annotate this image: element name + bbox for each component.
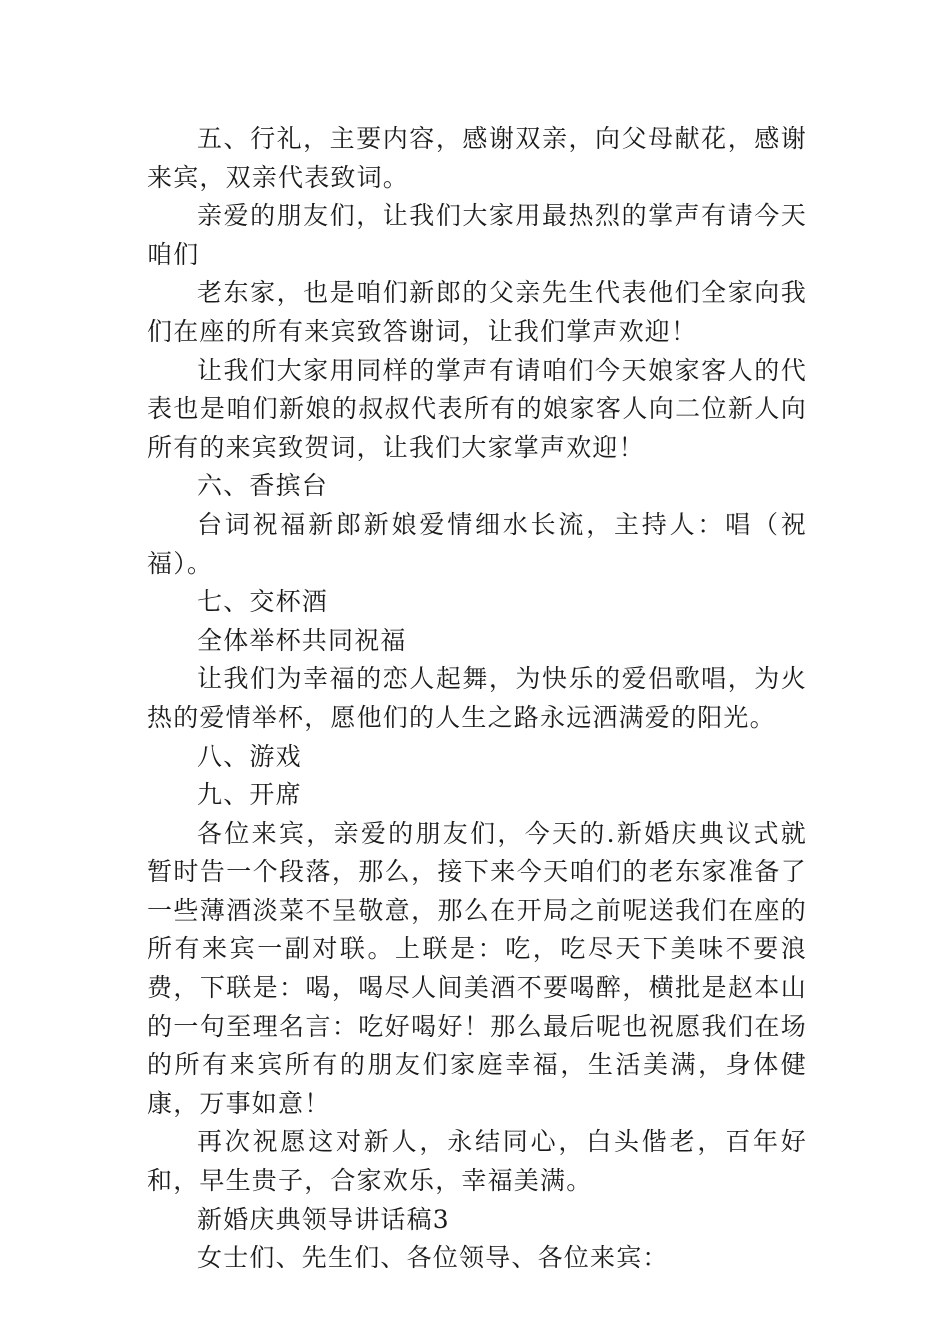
paragraph-banquet-couplet: 各位来宾，亲爱的朋友们，今天的.新婚庆典议式就暂时告一个段落，那么，接下来今天咱们的老东家准备了一些薄酒淡菜不呈敬意，那么在开局之前呢送我们在座的所有来宾一副对联。上联是：吃，吃尽天下美味不要浪费，下联是：喝，喝尽人间美酒不要喝醉，横批是赵本山的一句至理名言：吃好喝好！那么最后呢也祝愿我们在场的所有来宾所有的朋友们家庭幸福，生活美满，身体健康，万事如意！ (147, 818, 807, 1118)
heading-step-six: 六、香摈台 (197, 471, 329, 501)
section-title-speech-3: 新婚庆典领导讲话稿3 (197, 1204, 450, 1234)
paragraph-bride-family-speech: 让我们大家用同样的掌声有请咱们今天娘家客人的代表也是咱们新娘的叔叔代表所有的娘家客人向二位新人向所有的来宾致贺词，让我们大家掌声欢迎！ (147, 355, 807, 462)
heading-step-seven: 七、交杯酒 (197, 587, 329, 617)
paragraph-ceremony-step-five: 五、行礼，主要内容，感谢双亲，向父母献花，感谢来宾，双亲代表致词。 (147, 124, 807, 192)
paragraph-host-father-speech: 老东家，也是咱们新郎的父亲先生代表他们全家向我们在座的所有来宾致答谢词，让我们掌声欢迎！ (147, 278, 807, 346)
document-body (147, 120, 807, 1278)
paragraph-champagne-blessing: 台词祝福新郎新娘爱情细水长流，主持人：唱（祝福）。 (147, 509, 807, 578)
heading-step-nine: 九、开席 (197, 780, 302, 810)
paragraph-toast-blessing: 让我们为幸福的恋人起舞，为快乐的爱侣歌唱，为火热的爱情举杯，愿他们的人生之路永远洒满爱的阳光。 (147, 664, 807, 732)
heading-step-eight: 八、游戏 (197, 741, 302, 771)
paragraph-invite-applause: 亲爱的朋友们，让我们大家用最热烈的掌声有请今天咱们 (147, 201, 807, 269)
paragraph-closing-wishes: 再次祝愿这对新人，永结同心，白头偕老，百年好和，早生贵子，合家欢乐，幸福美满。 (147, 1127, 807, 1196)
paragraph-salutation: 女士们、先生们、各位领导、各位来宾： (197, 1243, 669, 1273)
paragraph-toast: 全体举杯共同祝福 (197, 625, 407, 655)
